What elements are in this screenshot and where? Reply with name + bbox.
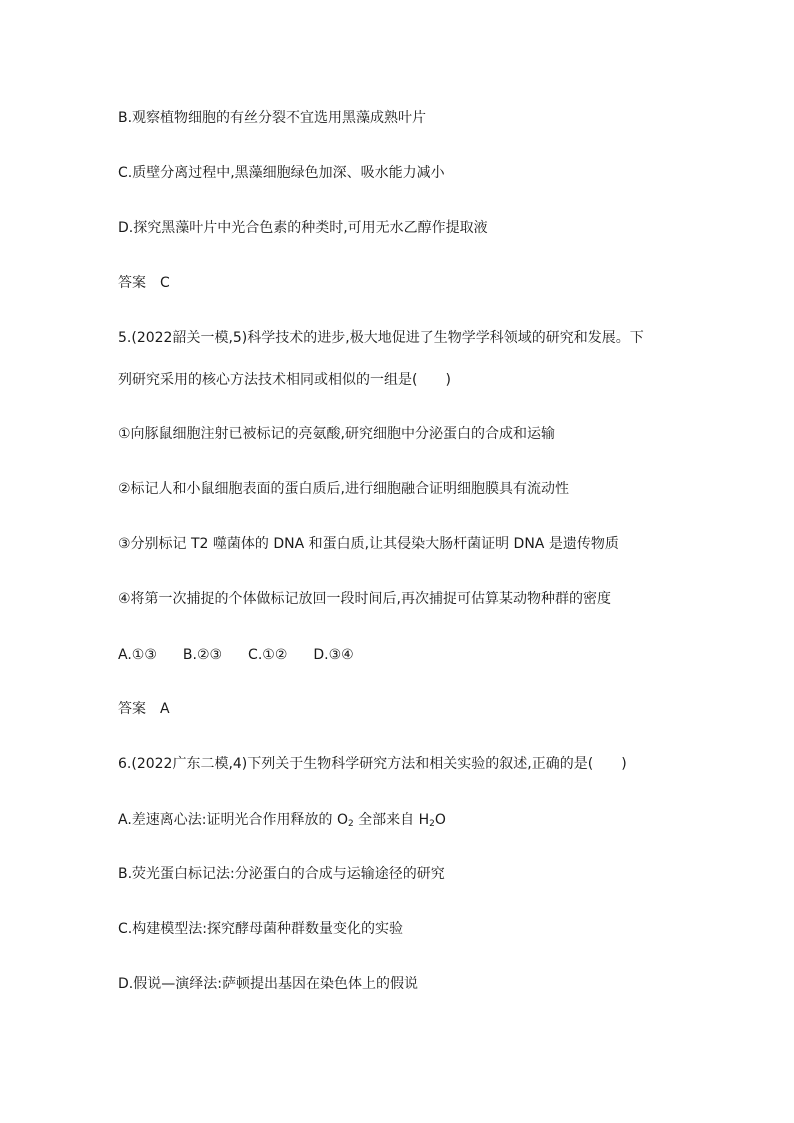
q4-answer: [118, 273, 170, 293]
q6-option-a-text: O: [434, 812, 446, 828]
q5-stem-line-1: 5.(2022韶关一模,5)科学技术的进步,极大地促进了生物学学科领域的研究和发展。下: [118, 330, 644, 346]
answer-label: 答案: [118, 275, 146, 291]
q5-option-d: D.③④: [313, 647, 354, 663]
q6-option-d: D.假说—演绎法:萨顿提出基因在染色体上的假说: [118, 976, 418, 992]
q5-stem-line-2: [118, 370, 451, 390]
q4-option-b: B.观察植物细胞的有丝分裂不宜选用黑藻成熟叶片: [118, 110, 427, 126]
subscript: 2: [347, 819, 354, 829]
q5-item-4: ④将第一次捕捉的个体做标记放回一段时间后,再次捕捉可估算某动物种群的密度: [118, 591, 611, 607]
q5-answer: [118, 699, 170, 719]
q5-item-3: ③分别标记 T2 噬菌体的 DNA 和蛋白质,让其侵染大肠杆菌证明 DNA 是遗传物质: [118, 536, 619, 552]
q6-stem-text: 6.(2022广东二模,4)下列关于生物科学研究方法和相关实验的叙述,正确的是(: [118, 756, 594, 772]
q5-option-c: C.①②: [248, 647, 288, 663]
q5-option-b: B.②③: [182, 647, 223, 663]
q6-stem-close-paren: ): [621, 756, 627, 772]
q6-option-c: C.构建模型法:探究酵母菌种群数量变化的实验: [118, 921, 403, 937]
q6-option-a-text: 全部来自 H: [353, 812, 430, 828]
answer-value: C: [160, 275, 170, 291]
answer-label: 答案: [118, 701, 146, 717]
q6-option-a-text: A.差速离心法:证明光合作用释放的 O: [118, 812, 348, 828]
q6-option-b: B.荧光蛋白标记法:分泌蛋白的合成与运输途径的研究: [118, 866, 445, 882]
q5-stem-text: 列研究采用的核心方法技术相同或相似的一组是(: [118, 372, 418, 388]
subscript: 2: [429, 819, 435, 829]
q4-option-d: D.探究黑藻叶片中光合色素的种类时,可用无水乙醇作提取液: [118, 220, 488, 236]
q6-option-a: [118, 810, 446, 830]
q5-item-2: ②标记人和小鼠细胞表面的蛋白质后,进行细胞融合证明细胞膜具有流动性: [118, 481, 569, 497]
q6-stem: [118, 754, 627, 774]
q5-options: [118, 645, 354, 665]
q4-option-c: C.质壁分离过程中,黑藻细胞绿色加深、吸水能力减小: [118, 165, 445, 181]
q5-option-a: A.①③: [118, 647, 157, 663]
q5-item-1: ①向豚鼠细胞注射已被标记的亮氨酸,研究细胞中分泌蛋白的合成和运输: [118, 426, 555, 442]
q5-stem-close-paren: ): [445, 372, 451, 388]
answer-value: A: [160, 701, 170, 717]
